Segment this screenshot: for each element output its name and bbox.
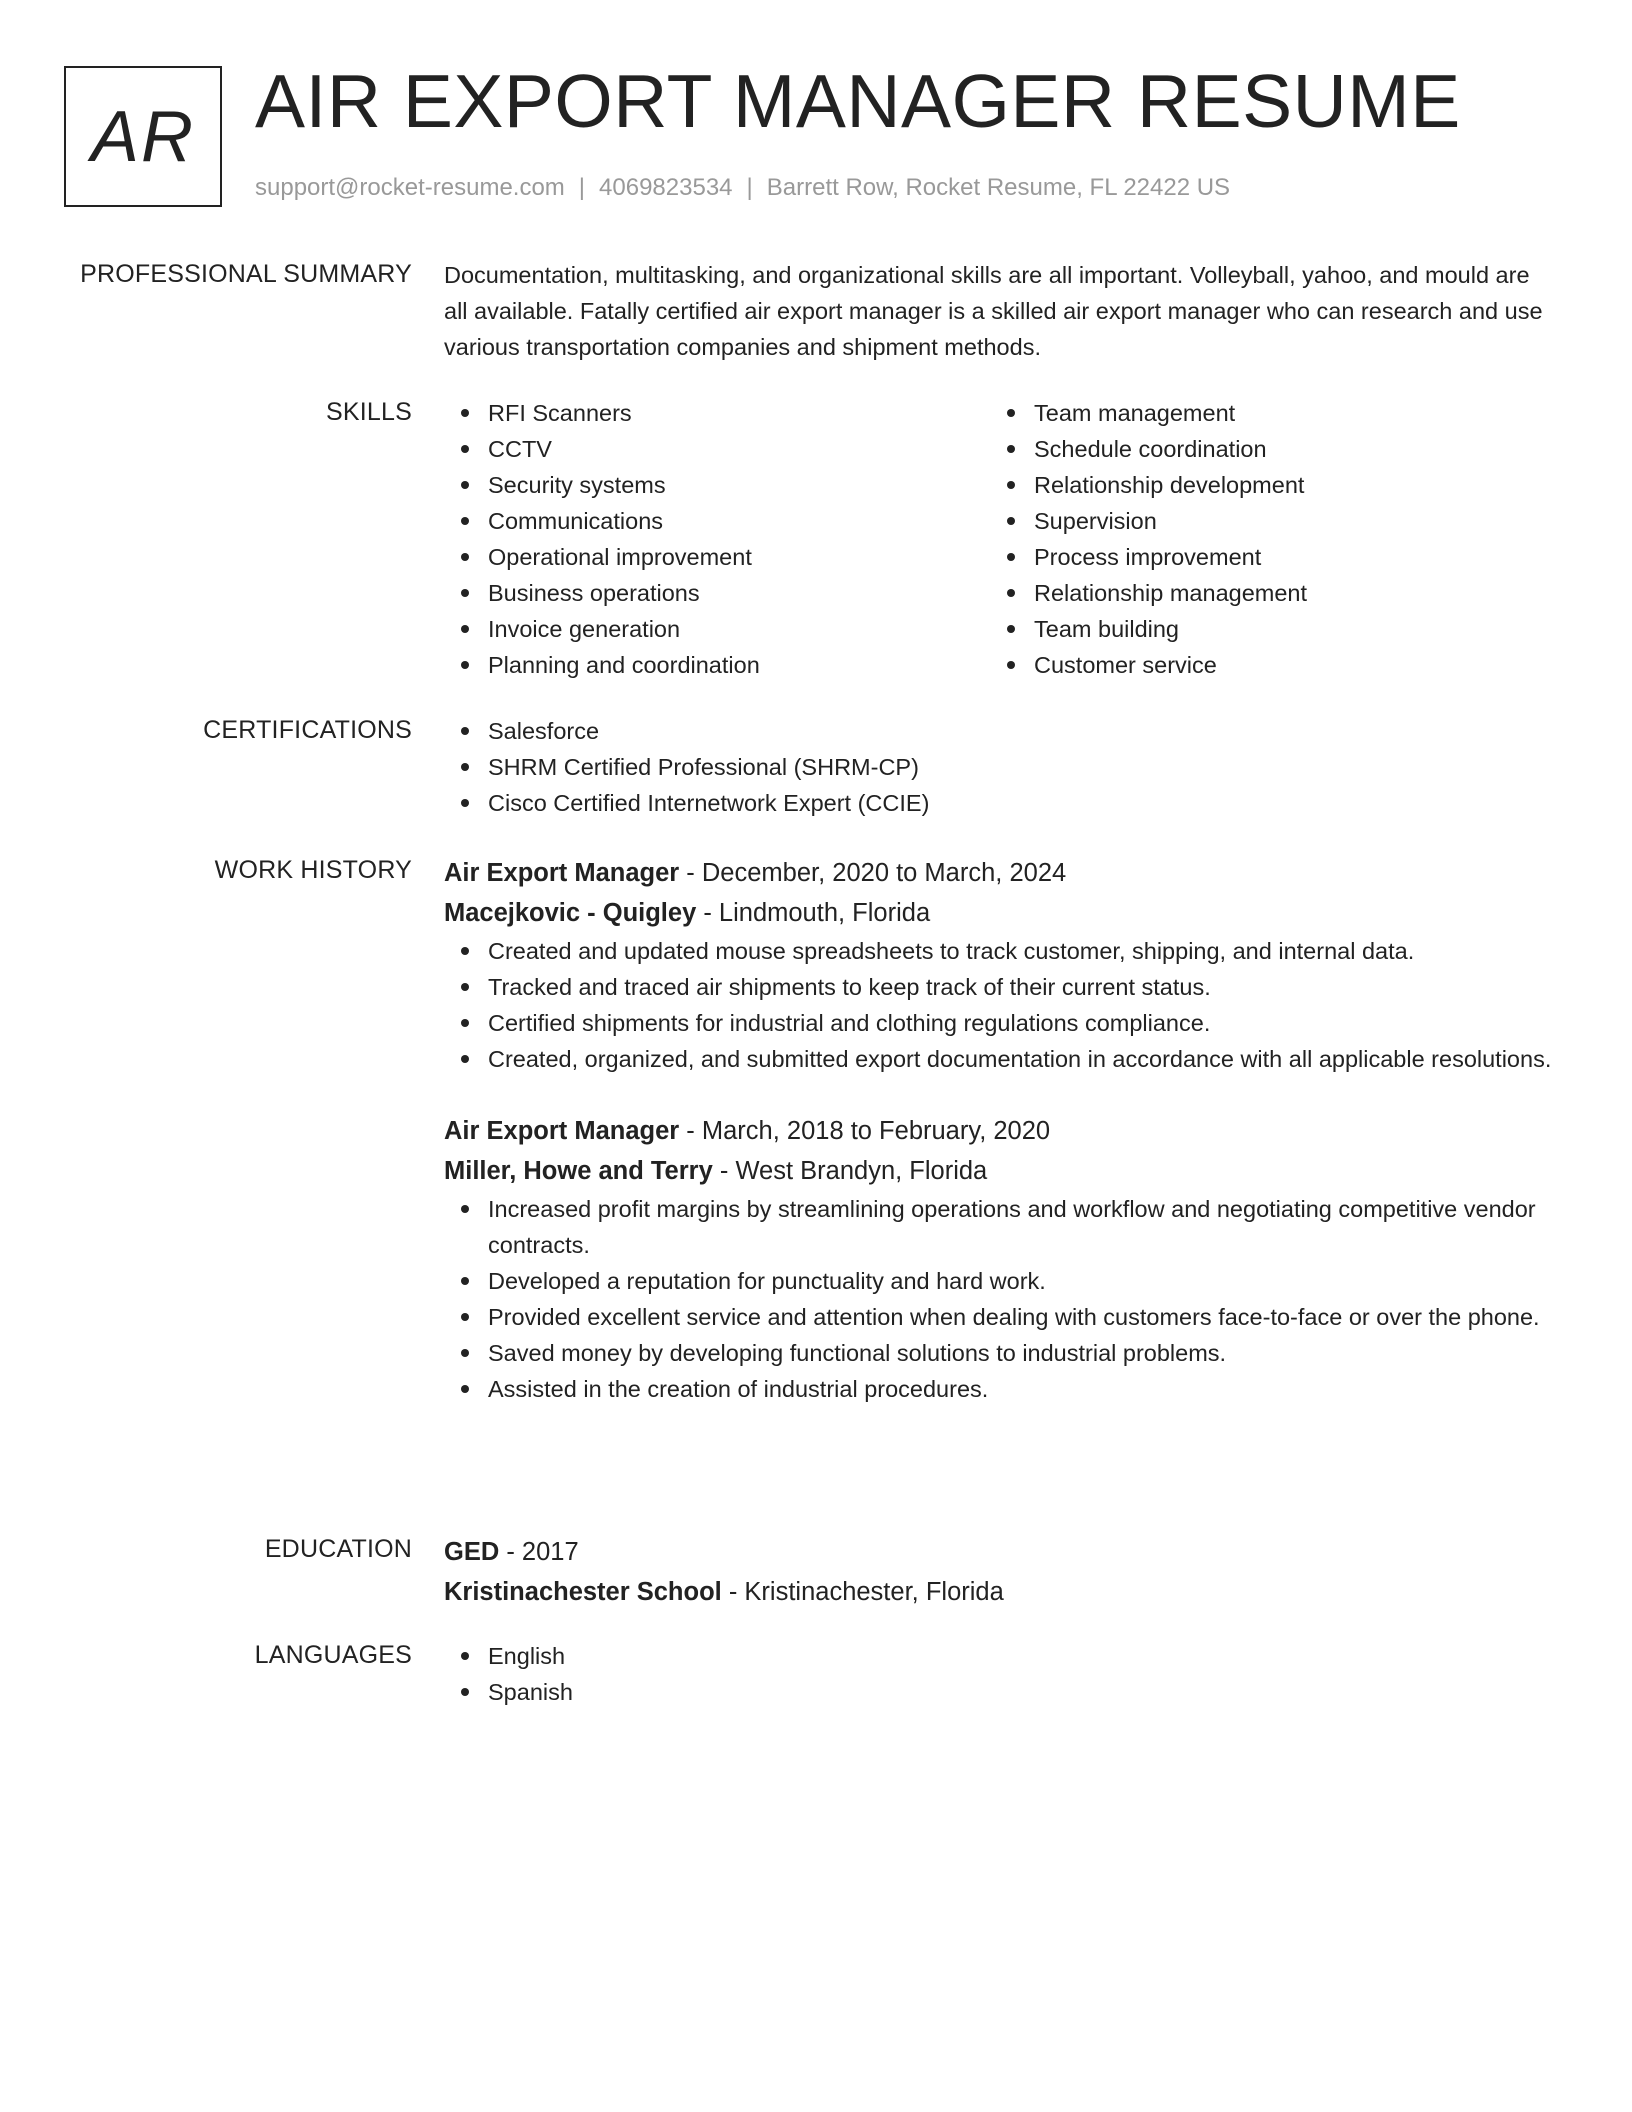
job-dates: - March, 2018 to February, 2020 <box>679 1117 1051 1145</box>
contact-phone[interactable]: 4069823534 <box>599 174 733 201</box>
language-item: English <box>444 1638 1554 1674</box>
section-label-skills: SKILLS <box>326 398 412 426</box>
skill-item: Schedule coordination <box>990 431 1536 467</box>
certification-item: SHRM Certified Professional (SHRM-CP) <box>444 749 1554 785</box>
job-company-line <box>444 893 1554 933</box>
skill-item: Communications <box>444 503 990 539</box>
contact-separator: | <box>578 174 586 201</box>
education-school-line <box>444 1572 1554 1612</box>
skill-item: Team management <box>990 395 1536 431</box>
job-duty-item: Provided excellent service and attention when dealing with customers face-to-face or over the phone. <box>444 1299 1554 1335</box>
skill-item: Process improvement <box>990 539 1536 575</box>
job-title-line <box>444 853 1554 893</box>
job-duty-item: Saved money by developing functional solutions to industrial problems. <box>444 1335 1554 1371</box>
skill-item: Customer service <box>990 647 1536 683</box>
languages-content <box>444 1638 1554 1710</box>
job-duty-item: Increased profit margins by streamlining operations and workflow and negotiating competitive vendor contracts. <box>444 1191 1554 1263</box>
work-history-content <box>444 853 1554 1407</box>
skill-item: Relationship management <box>990 575 1536 611</box>
education-degree: GED <box>444 1538 500 1566</box>
monogram-box <box>64 66 222 207</box>
skills-content <box>444 395 1554 683</box>
monogram-initials: AR <box>90 96 196 177</box>
skill-item: Team building <box>990 611 1536 647</box>
job-duty-item: Created, organized, and submitted export documentation in accordance with all applicable resolutions. <box>444 1041 1554 1077</box>
education-year: - 2017 <box>499 1538 579 1566</box>
skill-item: Security systems <box>444 467 990 503</box>
skill-item: Operational improvement <box>444 539 990 575</box>
summary-text: Documentation, multitasking, and organizational skills are all important. Volleyball, yahoo, and mould are all available. Fatally certified air export manager is a skilled air export manager who can research and use various transportation companies and shipment methods. <box>444 262 1543 360</box>
job-duties-list <box>444 933 1554 1077</box>
section-label-summary: PROFESSIONAL SUMMARY <box>80 260 412 288</box>
skill-item: Invoice generation <box>444 611 990 647</box>
education-school: Kristinachester School <box>444 1578 722 1606</box>
contact-address: Barrett Row, Rocket Resume, FL 22422 US <box>766 174 1231 201</box>
job-spacer <box>444 1077 1554 1111</box>
contact-separator: | <box>746 174 753 201</box>
job-entry <box>444 1111 1554 1407</box>
job-location: - Lindmouth, Florida <box>696 899 931 927</box>
skills-list-left <box>444 395 990 683</box>
contact-line <box>255 172 1230 204</box>
section-label-certifications: CERTIFICATIONS <box>203 716 412 744</box>
job-duty-item: Certified shipments for industrial and clothing regulations compliance. <box>444 1005 1554 1041</box>
job-dates: - December, 2020 to March, 2024 <box>679 859 1067 887</box>
certification-item: Cisco Certified Internetwork Expert (CCIE) <box>444 785 1554 821</box>
job-company: Miller, Howe and Terry <box>444 1157 713 1185</box>
job-company-line <box>444 1151 1554 1191</box>
job-entry <box>444 853 1554 1077</box>
skill-item: Relationship development <box>990 467 1536 503</box>
education-content <box>444 1532 1554 1612</box>
contact-email[interactable]: support@rocket-resume.com <box>255 174 565 201</box>
language-item: Spanish <box>444 1674 1554 1710</box>
job-duty-item: Assisted in the creation of industrial procedures. <box>444 1371 1554 1407</box>
certifications-list <box>444 713 1554 821</box>
job-company: Macejkovic - Quigley <box>444 899 697 927</box>
job-duty-item: Developed a reputation for punctuality and hard work. <box>444 1263 1554 1299</box>
skill-item: Planning and coordination <box>444 647 990 683</box>
job-title: Air Export Manager <box>444 1117 680 1145</box>
certification-item: Salesforce <box>444 713 1554 749</box>
job-title-line <box>444 1111 1554 1151</box>
job-location: - West Brandyn, Florida <box>712 1157 988 1185</box>
section-label-education: EDUCATION <box>264 1535 412 1563</box>
resume-title: AIR EXPORT MANAGER RESUME <box>255 59 1461 143</box>
skill-item: RFI Scanners <box>444 395 990 431</box>
section-label-work-history: WORK HISTORY <box>214 856 412 884</box>
job-duty-item: Tracked and traced air shipments to keep track of their current status. <box>444 969 1554 1005</box>
job-duties-list <box>444 1191 1554 1407</box>
certifications-content <box>444 713 1554 821</box>
languages-list <box>444 1638 1554 1710</box>
skills-list-right <box>990 395 1536 683</box>
section-label-languages: LANGUAGES <box>254 1641 412 1669</box>
job-duty-item: Created and updated mouse spreadsheets to track customer, shipping, and internal data. <box>444 933 1554 969</box>
skill-item: CCTV <box>444 431 990 467</box>
summary-content <box>444 257 1554 365</box>
skill-item: Business operations <box>444 575 990 611</box>
education-location: - Kristinachester, Florida <box>721 1578 1004 1606</box>
education-degree-line <box>444 1532 1554 1572</box>
skill-item: Supervision <box>990 503 1536 539</box>
job-title: Air Export Manager <box>444 859 680 887</box>
